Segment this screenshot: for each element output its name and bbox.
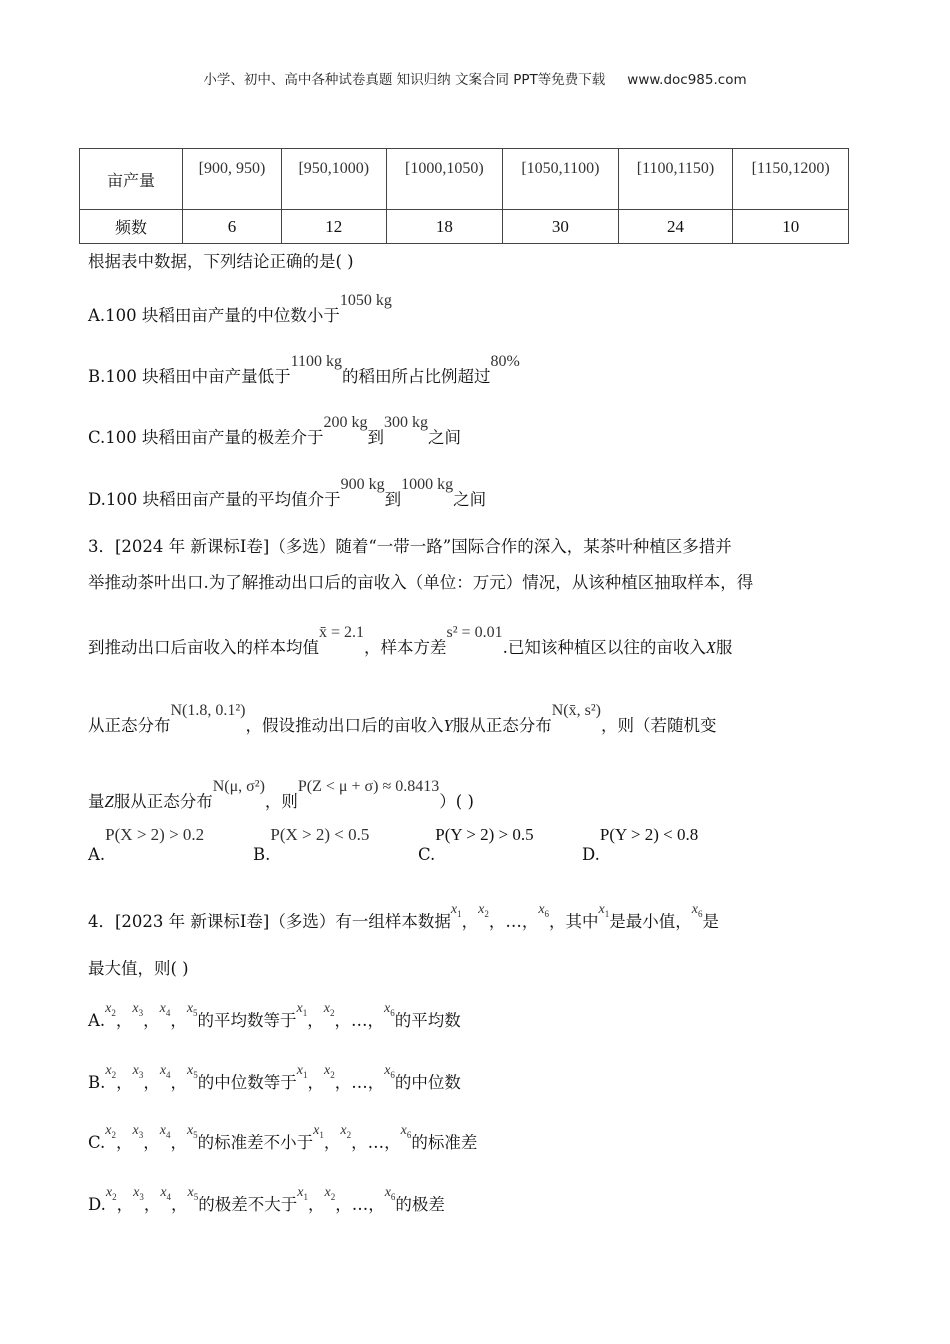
table-cell: [1100,1150) (618, 149, 733, 210)
table-cell: [950,1000) (281, 149, 386, 210)
math-value: 300 kg (384, 414, 429, 431)
math-value: 1100 kg (290, 353, 343, 370)
table-cell: 10 (733, 210, 849, 244)
header-site: www.doc985.com (627, 72, 747, 88)
q4-option-b: B.$^{x_2}$，$^{x_3}$，$^{x_4}$，$^{x_5}$的中位数等于$^{x_1}$，$^{x_2}$，…，$^{x_6}$的中位数 (88, 1063, 461, 1092)
math-mean: x̄ = 2.1 (319, 624, 365, 641)
table-cell: [1050,1100) (503, 149, 619, 210)
q2-stem: 根据表中数据，下列结论正确的是( ) (88, 252, 354, 271)
q3-option-a: A.P(X > 2) > 0.2 (88, 825, 205, 864)
math-normal-x: N(1.8, 0.1²) (170, 702, 246, 719)
table-cell: 12 (281, 210, 386, 244)
q2-option-d: D.100 块稻田亩产量的平均值介于900 kg到1000 kg之间 (88, 476, 487, 509)
math-normal-z: N(μ, σ²) (212, 778, 265, 795)
table-cell: [1000,1050) (386, 149, 502, 210)
header-text: 小学、初中、高中各种试卷真题 知识归纳 文案合同 PPT等免费下载 (203, 72, 606, 88)
math-value: 1000 kg (401, 476, 454, 493)
table-cell: [1150,1200) (733, 149, 849, 210)
q2-option-c: C.100 块稻田亩产量的极差介于200 kg到300 kg之间 (88, 414, 462, 447)
q2-option-a: A.100 块稻田亩产量的中位数小于1050 kg (88, 292, 392, 325)
q3-line-4: 从正态分布N(1.8, 0.1²)，假设推动出口后的亩收入Y服从正态分布N(x̄, s²)，则（若随机变 (88, 702, 717, 735)
math-normal-y: N(x̄, s²) (551, 702, 601, 719)
math-value: 1050 kg (339, 292, 392, 309)
table-row-yield (80, 149, 849, 210)
table-cell: [900, 950) (183, 149, 282, 210)
math-probability: P(Z < μ + σ) ≈ 0.8413 (297, 778, 440, 795)
q3-option-b: B.P(X > 2) < 0.5 (253, 825, 370, 864)
q4-option-a: A.$^{x_2}$，$^{x_3}$，$^{x_4}$，$^{x_5}$的平均数等于$^{x_1}$，$^{x_2}$，…，$^{x_6}$的平均数 (88, 1001, 461, 1030)
table-cell: 6 (183, 210, 282, 244)
q3-option-c: C.P(Y > 2) > 0.5 (418, 825, 534, 864)
table-cell: 24 (618, 210, 733, 244)
q4-line-2: 最大值，则( ) (88, 959, 189, 978)
q3-line-1: 3．[2024 年 新课标Ⅰ卷]（多选）随着“一带一路”国际合作的深入，某茶叶种植区多措并 (88, 537, 732, 556)
row-label-frequency: 频数 (80, 210, 183, 244)
q3-line-5: 量Z服从正态分布N(μ, σ²)，则P(Z < μ + σ) ≈ 0.8413）( ) (88, 778, 474, 811)
q2-option-b: B.100 块稻田中亩产量低于1100 kg的稻田所占比例超过80% (88, 353, 520, 386)
yield-frequency-table (79, 148, 849, 244)
math-variance: s² = 0.01 (446, 624, 503, 641)
q4-option-c: C.$^{x_2}$，$^{x_3}$，$^{x_4}$，$^{x_5}$的标准差不小于$^{x_1}$，$^{x_2}$，…，$^{x_6}$的标准差 (88, 1123, 478, 1152)
table-cell: 18 (386, 210, 502, 244)
q3-line-3: 到推动出口后亩收入的样本均值x̄ = 2.1，样本方差s² = 0.01.已知该种植区以往的亩收入X服 (88, 624, 733, 657)
q3-option-d: D.P(Y > 2) < 0.8 (582, 825, 699, 864)
q4-option-d: D.$^{x_2}$，$^{x_3}$，$^{x_4}$，$^{x_5}$的极差不大于$^{x_1}$，$^{x_2}$，…，$^{x_6}$的极差 (88, 1185, 445, 1214)
table-row-frequency (80, 210, 849, 244)
math-value: 900 kg (340, 476, 385, 493)
row-label-yield: 亩产量 (80, 149, 183, 210)
math-value: 200 kg (323, 414, 368, 431)
q4-line-1: 4．[2023 年 新课标Ⅰ卷]（多选）有一组样本数据$^{x_1}$，$^{x_2}$，…，$^{x_6}$，其中$^{x_1}$是最小值，$^{x_6}$是 (88, 902, 719, 931)
q3-line-2: 举推动茶叶出口.为了解推动出口后的亩收入（单位：万元）情况，从该种植区抽取样本，得 (88, 573, 754, 592)
page-header (0, 68, 950, 88)
table-cell: 30 (503, 210, 619, 244)
math-value: 80% (490, 353, 520, 370)
